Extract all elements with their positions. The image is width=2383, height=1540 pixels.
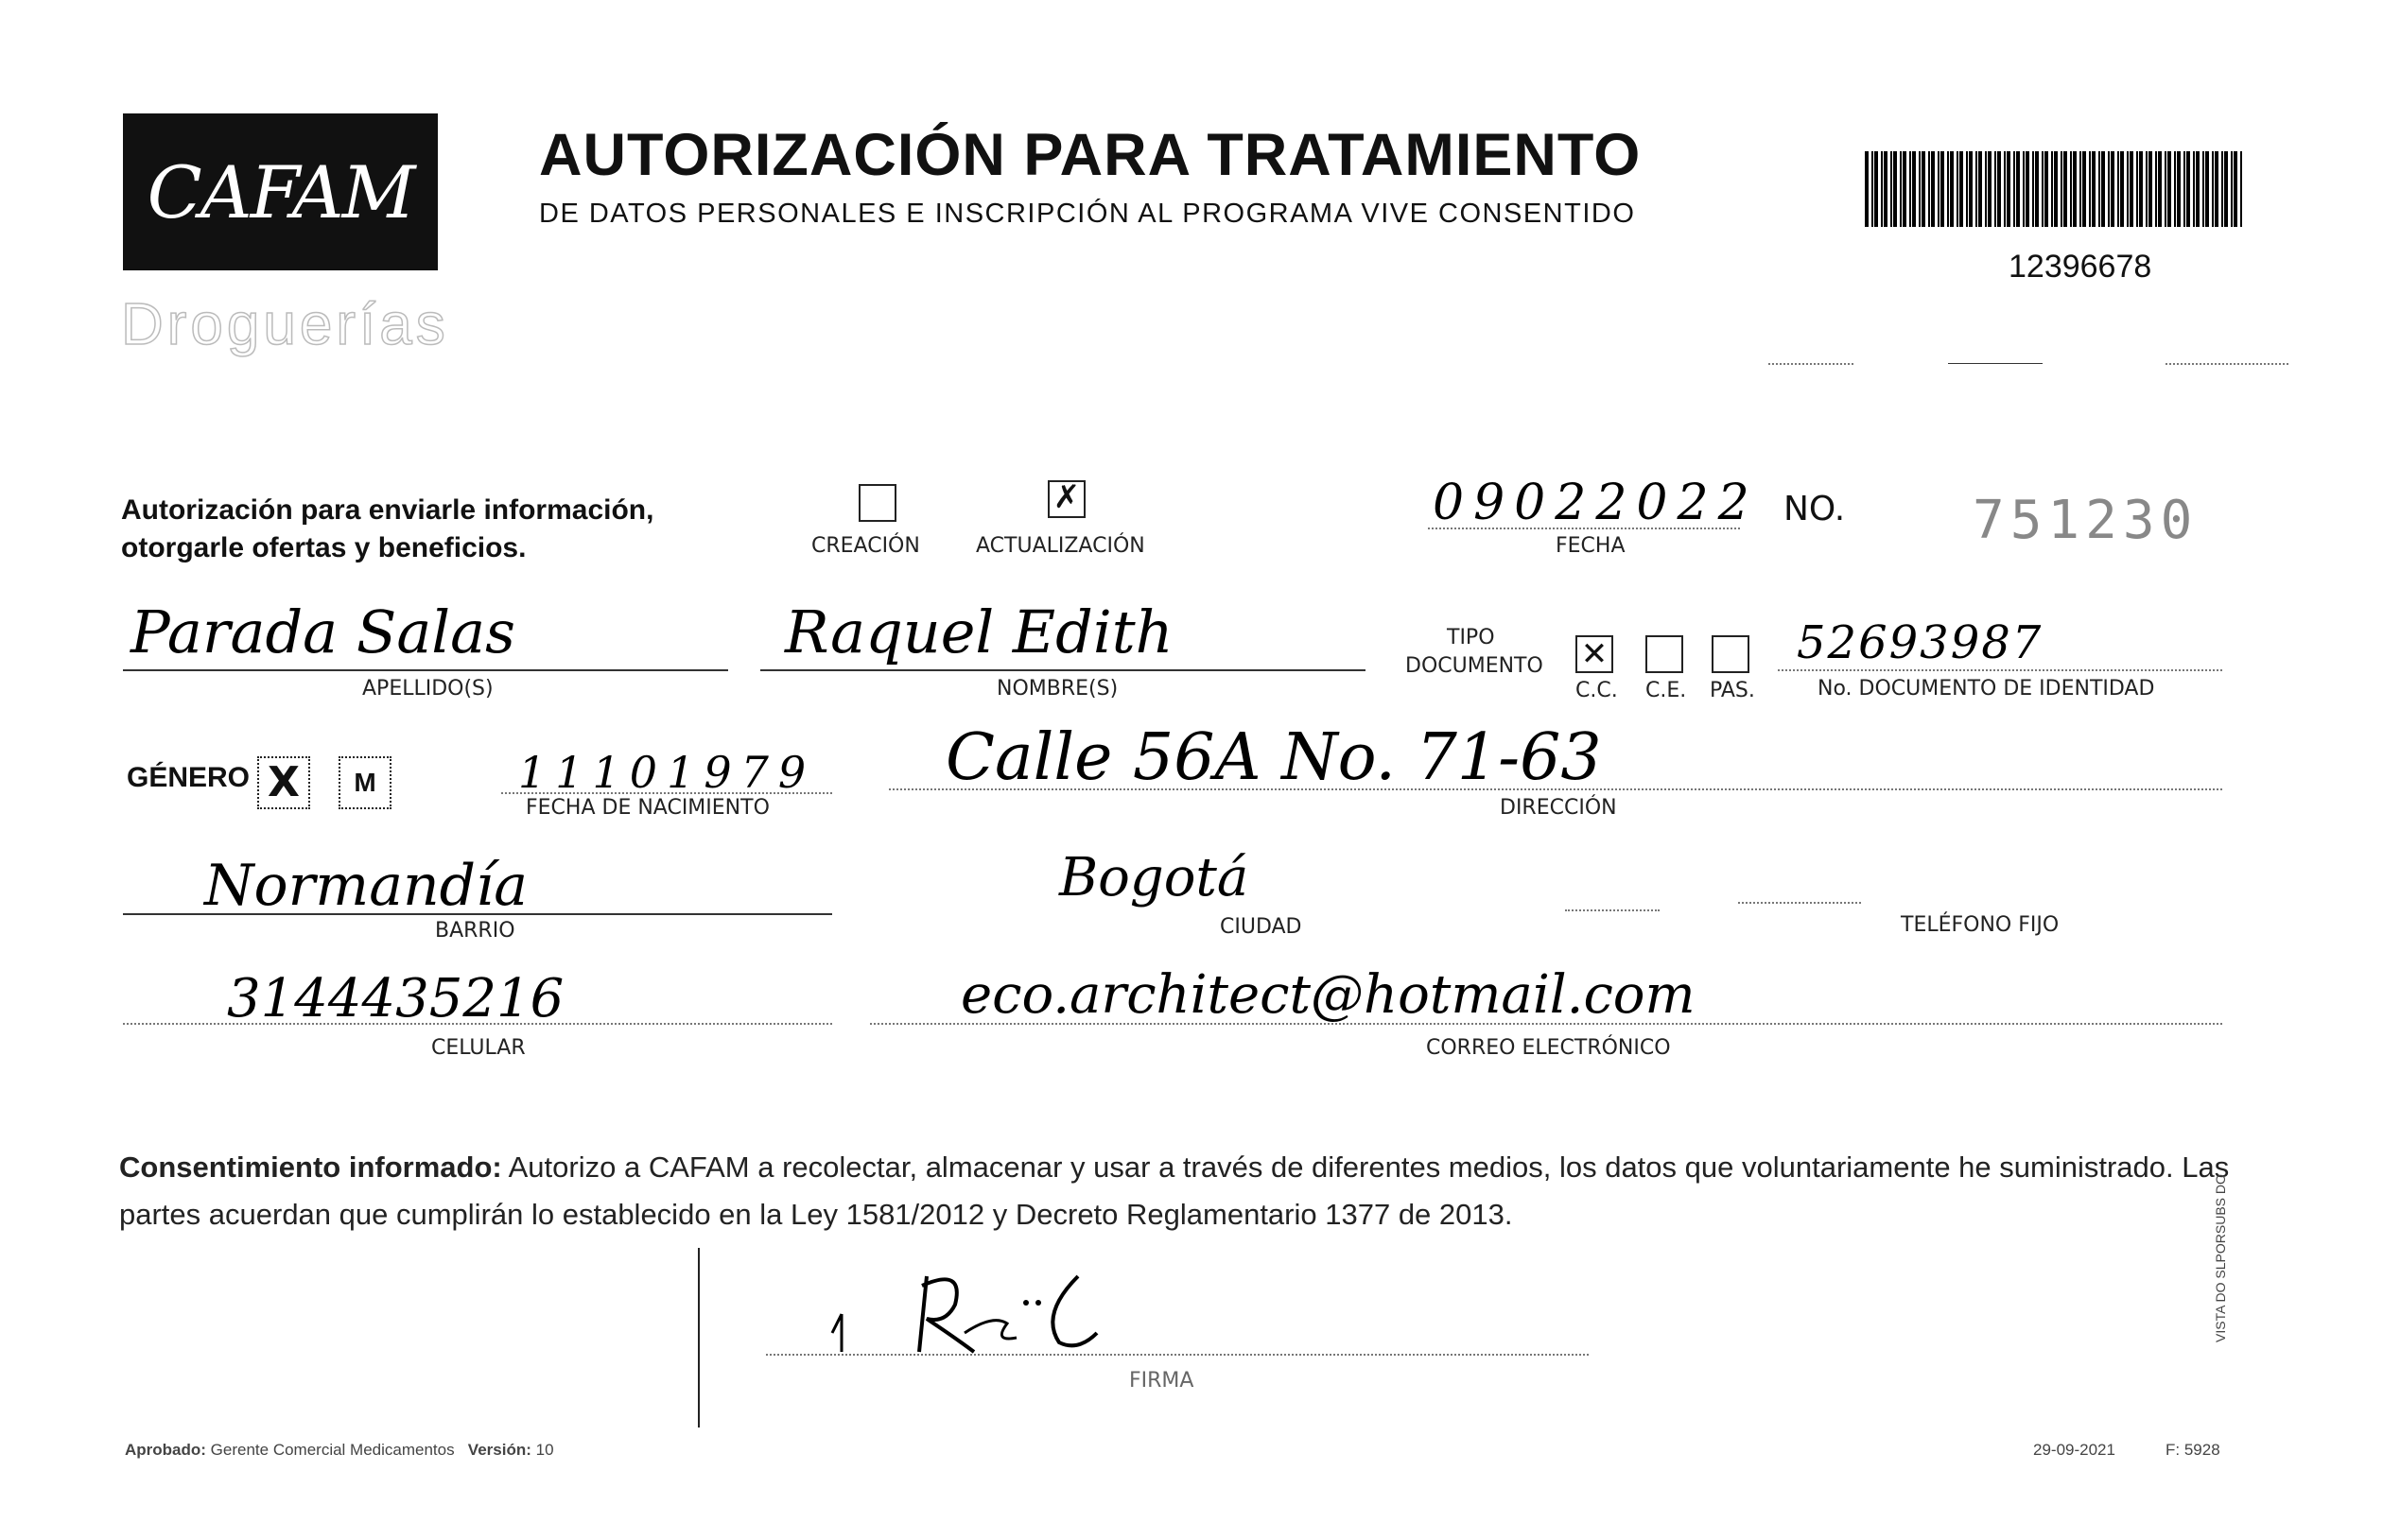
footer-form-code: F: 5928 — [2166, 1441, 2220, 1459]
barcode-bar — [2165, 151, 2166, 227]
barcode-bar — [2079, 151, 2081, 227]
documento-label: No. DOCUMENTO DE IDENTIDAD — [1818, 677, 2155, 701]
barcode-bar — [2196, 151, 2200, 227]
barcode-bar — [1903, 151, 1906, 227]
barcode-bar — [2120, 151, 2124, 227]
dash-mark — [1768, 363, 1853, 365]
direccion-value[interactable]: Calle 56A No. 71-63 — [946, 720, 1602, 795]
fecha-label: FECHA — [1556, 534, 1626, 558]
barcode-bar — [1966, 151, 1968, 227]
barcode-bar — [2136, 151, 2138, 227]
barcode-bar — [2158, 151, 2162, 227]
telefono-line — [1738, 902, 1861, 904]
ce-label: C.E. — [1645, 679, 1687, 702]
cc-checkbox[interactable] — [1575, 635, 1613, 673]
barcode-bar — [2098, 151, 2100, 227]
barcode-bar — [2023, 151, 2025, 227]
barcode-bar — [2183, 151, 2185, 227]
barcode-bar — [2212, 151, 2214, 227]
consent-heading: Consentimiento informado: — [119, 1151, 502, 1184]
actualizacion-label: ACTUALIZACIÓN — [976, 534, 1145, 558]
dash-mark — [1948, 363, 2043, 364]
correo-line — [870, 1023, 2222, 1025]
barcode-bar — [1931, 151, 1935, 227]
nacimiento-line — [501, 792, 832, 794]
footer-approval — [125, 1441, 554, 1460]
barrio-value[interactable]: Normandía — [204, 853, 528, 919]
barcode-bar — [1874, 151, 1878, 227]
barcode-bar — [2054, 151, 2058, 227]
genero-m-checkbox[interactable]: M — [339, 756, 391, 809]
barcode-bar — [2174, 151, 2176, 227]
side-vertical-text: VISTA DO SLPORSUBS DO — [2213, 1174, 2228, 1342]
barcode-bar — [1994, 151, 1996, 227]
barcode-bar — [2234, 151, 2237, 227]
tipo-documento-label-2: DOCUMENTO — [1405, 654, 1543, 678]
barcode-bar — [1947, 151, 1949, 227]
barcode-bar — [1969, 151, 1973, 227]
celular-line — [123, 1023, 832, 1025]
cc-label: C.C. — [1575, 679, 1618, 702]
barcode-bar — [2082, 151, 2086, 227]
tipo-documento-label-1: TIPO — [1447, 626, 1495, 649]
nacimiento-label: FECHA DE NACIMIENTO — [526, 796, 770, 820]
dash-mark — [2166, 363, 2288, 365]
barcode-bar — [2111, 151, 2114, 227]
form-title: AUTORIZACIÓN PARA TRATAMIENTO — [539, 122, 1642, 188]
documento-value[interactable]: 52693987 — [1797, 616, 2044, 669]
telefono-label: TELÉFONO FIJO — [1901, 913, 2060, 937]
pas-label: PAS. — [1710, 679, 1755, 702]
nombres-value[interactable]: Raquel Edith — [785, 597, 1174, 666]
authorization-text-line1: Autorización para enviarle información, — [121, 494, 654, 526]
correo-value[interactable]: eco.architect@hotmail.com — [961, 964, 1696, 1026]
nombres-line — [760, 669, 1365, 671]
actualizacion-checkbox[interactable] — [1048, 480, 1086, 518]
barcode-bar — [2061, 151, 2062, 227]
barcode-bar — [1909, 151, 1911, 227]
authorization-text-line2: otorgarle ofertas y beneficios. — [121, 532, 527, 563]
apellidos-line — [123, 669, 728, 671]
form-number: 751230 — [1973, 490, 2199, 551]
firma-line — [766, 1354, 1589, 1356]
genero-f-checkbox[interactable] — [257, 756, 310, 809]
barcode-bar — [2130, 151, 2133, 227]
barcode-bar — [1881, 151, 1883, 227]
genero-label: GÉNERO — [127, 762, 251, 793]
barrio-line — [123, 913, 832, 915]
barcode-bar — [2032, 151, 2034, 227]
barcode-bar — [2231, 151, 2233, 227]
actualizacion-check-mark: ✗ — [1052, 478, 1081, 516]
barcode-bar — [2148, 151, 2152, 227]
barcode-bar — [1950, 151, 1954, 227]
apellidos-label: APELLIDO(S) — [362, 677, 494, 701]
barcode-bar — [1890, 151, 1892, 227]
aprobado-label: Aprobado: — [125, 1441, 206, 1459]
celular-label: CELULAR — [431, 1036, 526, 1060]
barrio-label: BARRIO — [435, 919, 515, 943]
barcode-bar — [2101, 151, 2105, 227]
fecha-value[interactable]: 09022022 — [1433, 475, 1759, 531]
barcode-bar — [1865, 151, 1869, 227]
barcode-bar — [1938, 151, 1939, 227]
barcode-bar — [2205, 151, 2209, 227]
barcode-bar — [2221, 151, 2223, 227]
barcode-bar — [1940, 151, 1944, 227]
barcode-bar — [2108, 151, 2110, 227]
nombres-label: NOMBRE(S) — [997, 677, 1119, 701]
fecha-line — [1428, 528, 1740, 529]
barcode-bar — [2007, 151, 2010, 227]
footer-date: 29-09-2021 — [2033, 1441, 2115, 1459]
barcode-bar — [1893, 151, 1897, 227]
version-label: Versión: — [467, 1441, 531, 1459]
barcode-bar — [2177, 151, 2181, 227]
barcode-bar — [1997, 151, 2001, 227]
barcode-bar — [2044, 151, 2048, 227]
barcode-bar — [2051, 151, 2053, 227]
barcode-bar — [2092, 151, 2096, 227]
firma-label: FIRMA — [1129, 1369, 1194, 1393]
barcode-bar — [2004, 151, 2006, 227]
apellidos-value[interactable]: Parada Salas — [130, 597, 515, 666]
no-label: NO. — [1783, 490, 1846, 528]
ciudad-line — [1565, 909, 1660, 911]
barcode-bar — [1871, 151, 1873, 227]
barcode-bar — [1978, 151, 1982, 227]
barcode-bar — [2013, 151, 2015, 227]
barcode-bar — [1928, 151, 1930, 227]
version-value: 10 — [535, 1441, 554, 1459]
celular-value[interactable]: 3144435216 — [227, 968, 565, 1030]
barcode-bar — [2063, 151, 2067, 227]
barcode-bar — [2215, 151, 2218, 227]
ciudad-label: CIUDAD — [1220, 915, 1302, 939]
creacion-label: CREACIÓN — [811, 534, 920, 558]
logo-subtitle: Droguerías — [121, 292, 449, 357]
barcode-bar — [1900, 151, 1902, 227]
direccion-label: DIRECCIÓN — [1500, 796, 1617, 820]
genero-f-mark: X — [268, 758, 300, 806]
cc-check-mark: ✕ — [1580, 635, 1609, 673]
barcode-bar — [1975, 151, 1977, 227]
creacion-checkbox[interactable] — [859, 484, 896, 522]
barcode-bar — [2035, 151, 2039, 227]
ciudad-value[interactable]: Bogotá — [1059, 847, 1249, 908]
barcode-bar — [2155, 151, 2157, 227]
barcode-bar — [1912, 151, 1916, 227]
barcode-bar — [2070, 151, 2072, 227]
barcode-bar — [2042, 151, 2044, 227]
barcode-bar — [1985, 151, 1987, 227]
consent-text: Autorizo a CAFAM a recolectar, almacenar y usar a través de diferentes medios, los datos que voluntariamente he suministrado. Las partes acuerdan que cumplirán lo establecido en la Ley 1581/2012 y Decreto Reglamentario 1377 de 2013. — [119, 1151, 2230, 1231]
ce-checkbox[interactable] — [1645, 635, 1683, 673]
barcode-bar — [1988, 151, 1992, 227]
correo-label: CORREO ELECTRÓNICO — [1426, 1036, 1671, 1060]
barcode-bar — [1959, 151, 1963, 227]
documento-line — [1778, 669, 2222, 671]
barcode-bar — [2089, 151, 2091, 227]
consent-paragraph — [119, 1144, 2237, 1238]
barcode-bar — [1884, 151, 1887, 227]
direccion-line — [889, 788, 2222, 790]
barcode-bar — [2073, 151, 2077, 227]
form-subtitle: DE DATOS PERSONALES E INSCRIPCIÓN AL PROGRAMA VIVE CONSENTIDO — [539, 199, 1636, 229]
barcode-bar — [2224, 151, 2228, 227]
barcode-bar — [2117, 151, 2119, 227]
authorization-text — [121, 492, 653, 567]
barcode-bar — [2193, 151, 2195, 227]
barcode-bar — [1957, 151, 1958, 227]
barcode-bar — [2146, 151, 2148, 227]
pas-checkbox[interactable] — [1712, 635, 1749, 673]
barcode-bar — [2202, 151, 2204, 227]
aprobado-value: Gerente Comercial Medicamentos — [210, 1441, 455, 1459]
barcode-bar — [1919, 151, 1921, 227]
barcode-bar — [2186, 151, 2190, 227]
barcode-bar — [2026, 151, 2029, 227]
barcode-bar — [2167, 151, 2171, 227]
barcode-bar — [2016, 151, 2020, 227]
barcode-number: 12396678 — [2009, 249, 2152, 285]
logo-text: CAFAM — [147, 149, 414, 234]
barcode-bar — [1922, 151, 1925, 227]
barcode-bar — [2127, 151, 2129, 227]
barcode-bar — [2240, 151, 2242, 227]
signature-divider — [698, 1248, 700, 1428]
cafam-logo — [123, 113, 438, 270]
barcode-image — [1865, 151, 2243, 227]
nacimiento-value[interactable]: 11101979 — [518, 747, 816, 798]
barcode-bar — [2139, 151, 2143, 227]
